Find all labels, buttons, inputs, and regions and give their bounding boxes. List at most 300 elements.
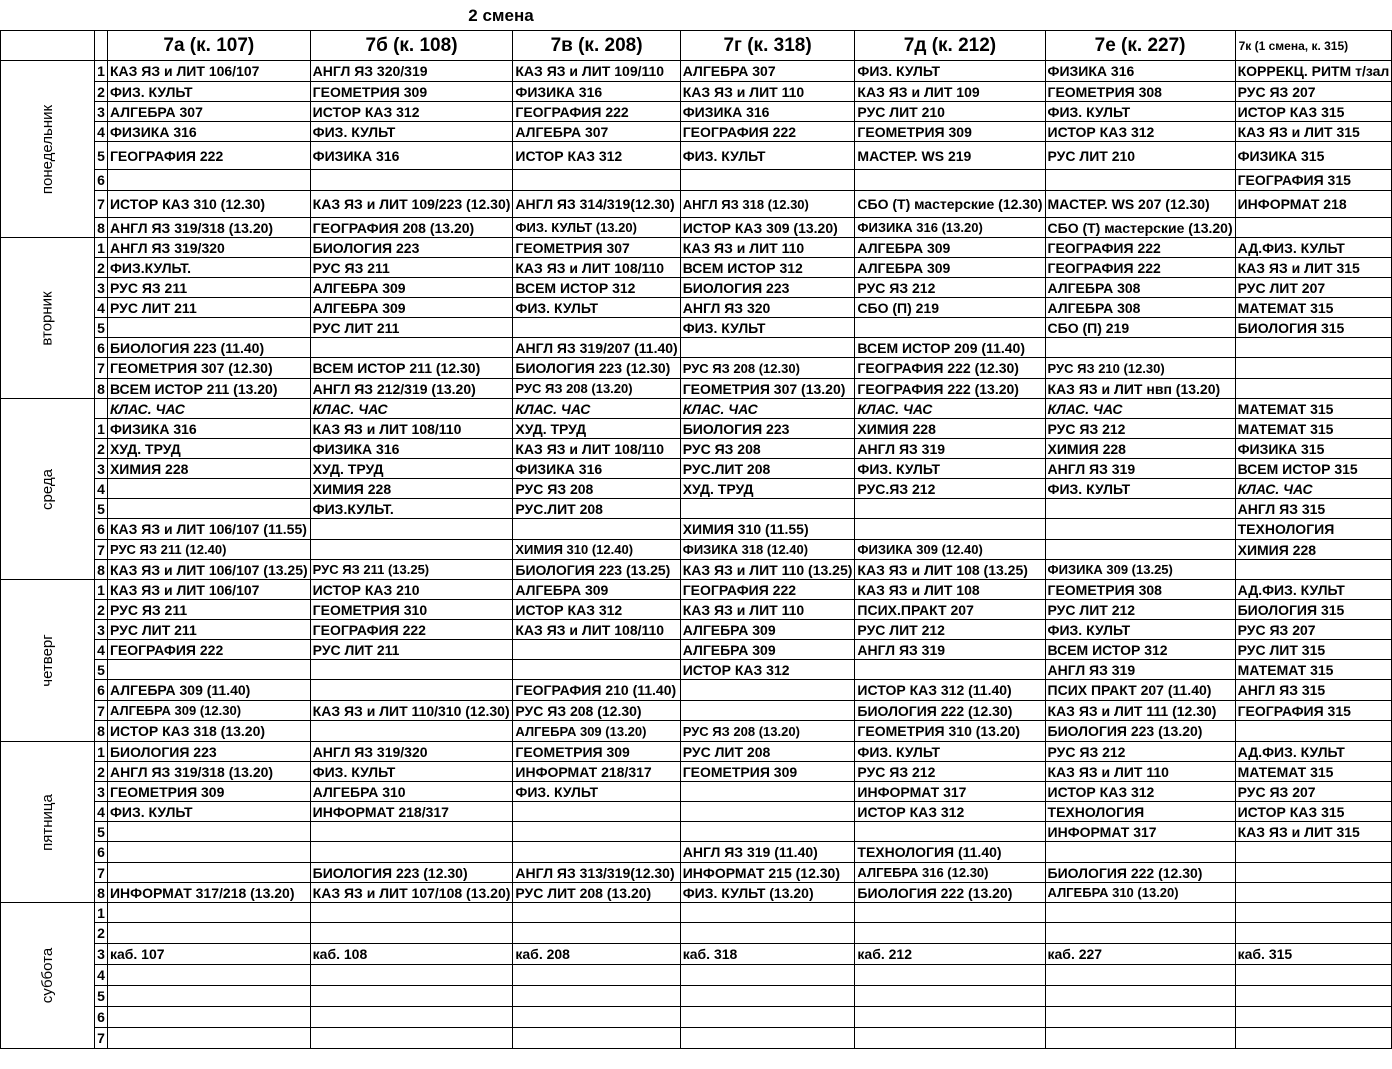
lesson-cell: АД.ФИЗ. КУЛЬТ — [1235, 580, 1392, 600]
lesson-cell — [1045, 170, 1235, 191]
lesson-cell — [310, 680, 513, 701]
schedule-row — [1, 782, 1392, 802]
lesson-cell — [310, 540, 513, 560]
lesson-cell — [107, 822, 310, 842]
lesson-number: 1 — [95, 742, 108, 762]
day-label: понедельник — [39, 104, 57, 194]
lesson-cell: ФИЗИКА 316 — [310, 439, 513, 459]
schedule-row — [1, 560, 1392, 580]
schedule-row — [1, 580, 1392, 600]
lesson-number: 2 — [95, 923, 108, 944]
lesson-cell: БИОЛОГИЯ 223 — [310, 238, 513, 258]
lesson-cell: ФИЗ. КУЛЬТ (13.20) — [513, 218, 680, 238]
lesson-cell — [855, 519, 1045, 540]
lesson-cell — [855, 318, 1045, 338]
day-label: среда — [39, 468, 57, 510]
lesson-cell: СБО (П) 219 — [1045, 318, 1235, 338]
lesson-cell: РУС ЯЗ 211 — [310, 258, 513, 278]
lesson-cell: ГЕОГРАФИЯ 222 — [107, 640, 310, 660]
lesson-cell: АНГЛ ЯЗ 319/318 (13.20) — [107, 762, 310, 782]
lesson-cell: ИСТОР КАЗ 312 — [513, 600, 680, 620]
lesson-cell: ХУД. ТРУД — [107, 439, 310, 459]
lesson-cell — [310, 660, 513, 680]
lesson-cell — [513, 170, 680, 191]
lesson-cell — [310, 519, 513, 540]
lesson-cell — [1045, 1028, 1235, 1049]
lesson-cell: РУС.ЛИТ 208 — [680, 459, 855, 479]
lesson-cell: КЛАС. ЧАС — [1045, 399, 1235, 419]
lesson-number: 1 — [95, 61, 108, 82]
lesson-cell — [1045, 842, 1235, 863]
lesson-cell: АНГЛ ЯЗ 318 (12.30) — [680, 191, 855, 218]
lesson-cell: РУС ЛИТ 210 — [855, 102, 1045, 122]
lesson-cell — [1045, 965, 1235, 986]
lesson-number: 5 — [95, 499, 108, 519]
lesson-cell: ФИЗ. КУЛЬТ — [1045, 479, 1235, 499]
lesson-cell: ВСЕМ ИСТОР 312 — [680, 258, 855, 278]
lesson-cell: ФИЗ. КУЛЬТ — [107, 802, 310, 822]
class-header: 7б (к. 108) — [310, 31, 513, 61]
schedule-row — [1, 1028, 1392, 1049]
lesson-cell: ГЕОГРАФИЯ 208 (13.20) — [310, 218, 513, 238]
corner-blank — [1, 31, 95, 61]
lesson-cell — [855, 986, 1045, 1007]
lesson-cell: АНГЛ ЯЗ 319 — [855, 439, 1045, 459]
lesson-cell: ХИМИЯ 228 — [1235, 540, 1392, 560]
lesson-cell: КАЗ ЯЗ и ЛИТ 110 — [680, 82, 855, 102]
schedule-row — [1, 122, 1392, 142]
class-header: 7д (к. 212) — [855, 31, 1045, 61]
lesson-cell — [513, 986, 680, 1007]
lesson-cell: КАЗ ЯЗ и ЛИТ 110 — [680, 238, 855, 258]
lesson-cell: РУС.ЛИТ 208 — [513, 499, 680, 519]
lesson-cell — [310, 822, 513, 842]
page-title: 2 смена — [468, 6, 534, 25]
lesson-cell: ГЕОМЕТРИЯ 309 — [310, 82, 513, 102]
lesson-cell: КАЗ ЯЗ и ЛИТ 109/110 — [513, 61, 680, 82]
lesson-cell: КАЗ ЯЗ и ЛИТ 111 (12.30) — [1045, 701, 1235, 721]
lesson-cell: ФИЗ. КУЛЬТ — [855, 742, 1045, 762]
lesson-cell: ФИЗ. КУЛЬТ — [310, 122, 513, 142]
lesson-cell — [680, 802, 855, 822]
lesson-cell — [1045, 499, 1235, 519]
lesson-cell — [513, 660, 680, 680]
lesson-cell: РУС ЛИТ 210 — [1045, 142, 1235, 170]
lesson-cell: ИСТОР КАЗ 318 (13.20) — [107, 721, 310, 742]
lesson-cell: ГЕОГРАФИЯ 222 — [680, 580, 855, 600]
lesson-cell: ГЕОМЕТРИЯ 307 (12.30) — [107, 358, 310, 379]
lesson-cell: каб. 212 — [855, 944, 1045, 965]
lesson-cell: ФИЗИКА 315 — [1235, 439, 1392, 459]
lesson-cell — [855, 903, 1045, 923]
lesson-cell: РУС ЯЗ 211 (13.25) — [310, 560, 513, 580]
lesson-cell: ИНФОРМАТ 218/317 — [513, 762, 680, 782]
lesson-cell: РУС ЛИТ 211 — [107, 298, 310, 318]
lesson-cell — [855, 923, 1045, 944]
lesson-number: 6 — [95, 842, 108, 863]
lesson-cell: БИОЛОГИЯ 223 (12.30) — [310, 863, 513, 883]
lesson-cell: АЛГЕБРА 307 — [107, 102, 310, 122]
schedule-row — [1, 102, 1392, 122]
schedule-row — [1, 944, 1392, 965]
lesson-cell: КАЗ ЯЗ и ЛИТ 315 — [1235, 822, 1392, 842]
lesson-number: 3 — [95, 944, 108, 965]
class-header: 7е (к. 227) — [1045, 31, 1235, 61]
lesson-cell: АЛГЕБРА 309 — [855, 258, 1045, 278]
lesson-number: 7 — [95, 540, 108, 560]
schedule-row — [1, 170, 1392, 191]
lesson-cell — [1045, 338, 1235, 358]
lesson-cell: ИСТОР КАЗ 312 (11.40) — [855, 680, 1045, 701]
lesson-cell: ИНФОРМАТ 317/218 (13.20) — [107, 883, 310, 903]
lesson-cell: ФИЗИКА 316 — [680, 102, 855, 122]
class-header: 7к (1 смена, к. 315) — [1235, 31, 1392, 61]
lesson-cell: ФИЗИКА 318 (12.40) — [680, 540, 855, 560]
lesson-number: 2 — [95, 600, 108, 620]
lesson-cell: ГЕОМЕТРИЯ 310 (13.20) — [855, 721, 1045, 742]
lesson-number: 4 — [95, 122, 108, 142]
lesson-cell: КАЗ ЯЗ и ЛИТ 110 — [1045, 762, 1235, 782]
lesson-cell: ГЕОГРАФИЯ 222 — [680, 122, 855, 142]
lesson-cell — [107, 318, 310, 338]
lesson-cell: ФИЗИКА 309 (12.40) — [855, 540, 1045, 560]
lesson-cell: каб. 108 — [310, 944, 513, 965]
lesson-cell: СБО (П) 219 — [855, 298, 1045, 318]
lesson-cell — [513, 802, 680, 822]
lesson-cell: ГЕОМЕТРИЯ 310 — [310, 600, 513, 620]
lesson-cell — [680, 1028, 855, 1049]
lesson-cell: АНГЛ ЯЗ 319 — [1045, 459, 1235, 479]
lesson-cell: ВСЕМ ИСТОР 315 — [1235, 459, 1392, 479]
lesson-number: 3 — [95, 278, 108, 298]
lesson-cell: ИСТОР КАЗ 312 — [310, 102, 513, 122]
lesson-cell: ХИМИЯ 310 (11.55) — [680, 519, 855, 540]
lesson-cell — [310, 903, 513, 923]
lesson-number: 7 — [95, 863, 108, 883]
schedule-row — [1, 660, 1392, 680]
lesson-cell: РУС ЛИТ 315 — [1235, 640, 1392, 660]
lesson-cell: АЛГЕБРА 307 — [513, 122, 680, 142]
lesson-number: 4 — [95, 298, 108, 318]
lesson-cell: ХИМИЯ 228 — [310, 479, 513, 499]
lesson-cell: РУС ЯЗ 207 — [1235, 782, 1392, 802]
lesson-cell: ХУД. ТРУД — [680, 479, 855, 499]
lesson-cell: ФИЗ. КУЛЬТ — [855, 459, 1045, 479]
schedule-row — [1, 142, 1392, 170]
schedule-row — [1, 499, 1392, 519]
lesson-number: 4 — [95, 802, 108, 822]
lesson-cell: АЛГЕБРА 309 (11.40) — [107, 680, 310, 701]
lesson-cell: ФИЗ. КУЛЬТ — [855, 61, 1045, 82]
lesson-cell: БИОЛОГИЯ 223 — [680, 278, 855, 298]
lesson-cell: ХИМИЯ 310 (12.40) — [513, 540, 680, 560]
lesson-cell: БИОЛОГИЯ 222 (12.30) — [855, 701, 1045, 721]
lesson-number: 6 — [95, 519, 108, 540]
lesson-cell — [107, 1028, 310, 1049]
schedule-row — [1, 742, 1392, 762]
lesson-cell: ХУД. ТРУД — [513, 419, 680, 439]
lesson-cell: БИОЛОГИЯ 223 — [680, 419, 855, 439]
lesson-cell: МАСТЕР. WS 219 — [855, 142, 1045, 170]
lesson-cell: КАЗ ЯЗ и ЛИТ 108/110 — [310, 419, 513, 439]
lesson-cell: ГЕОМЕТРИЯ 307 (13.20) — [680, 379, 855, 399]
lesson-cell — [1045, 923, 1235, 944]
lesson-cell — [107, 986, 310, 1007]
lesson-cell — [310, 923, 513, 944]
lesson-cell — [513, 965, 680, 986]
lesson-cell: ИСТОР КАЗ 312 — [855, 802, 1045, 822]
lesson-cell: АЛГЕБРА 310 (13.20) — [1045, 883, 1235, 903]
lesson-cell: АЛГЕБРА 309 — [680, 620, 855, 640]
lesson-cell: РУС ЯЗ 211 — [107, 600, 310, 620]
lesson-cell: АЛГЕБРА 308 — [1045, 298, 1235, 318]
lesson-cell: МАТЕМАТ 315 — [1235, 298, 1392, 318]
lesson-cell — [107, 660, 310, 680]
lesson-cell: АД.ФИЗ. КУЛЬТ — [1235, 742, 1392, 762]
lesson-cell: АЛГЕБРА 308 — [1045, 278, 1235, 298]
lesson-cell — [680, 680, 855, 701]
lesson-cell: КАЗ ЯЗ и ЛИТ 109/223 (12.30) — [310, 191, 513, 218]
lesson-cell: КАЗ ЯЗ и ЛИТ 108/110 — [513, 620, 680, 640]
lesson-cell: РУС ЛИТ 212 — [1045, 600, 1235, 620]
lesson-cell: КЛАС. ЧАС — [1235, 479, 1392, 499]
lesson-number: 4 — [95, 965, 108, 986]
schedule-table — [0, 30, 1392, 1049]
lesson-cell: ИСТОР КАЗ 312 — [1045, 782, 1235, 802]
lesson-cell: РУС ЯЗ 208 (12.30) — [680, 358, 855, 379]
lesson-cell — [1235, 986, 1392, 1007]
lesson-cell: МАТЕМАТ 315 — [1235, 399, 1392, 419]
lesson-cell: КЛАС. ЧАС — [513, 399, 680, 419]
lesson-number: 5 — [95, 142, 108, 170]
lesson-cell: РУС ЯЗ 211 (12.40) — [107, 540, 310, 560]
lesson-cell: АНГЛ ЯЗ 319/318 (13.20) — [107, 218, 310, 238]
day-label: суббота — [39, 947, 57, 1004]
lesson-cell: ТЕХНОЛОГИЯ — [1045, 802, 1235, 822]
lesson-cell — [310, 965, 513, 986]
lesson-cell: БИОЛОГИЯ 222 (12.30) — [1045, 863, 1235, 883]
schedule-row — [1, 701, 1392, 721]
lesson-number: 2 — [95, 439, 108, 459]
lesson-number: 2 — [95, 762, 108, 782]
lesson-cell: РУС.ЯЗ 212 — [855, 479, 1045, 499]
lesson-cell: ПСИХ.ПРАКТ 207 — [855, 600, 1045, 620]
lesson-number: 8 — [95, 560, 108, 580]
lesson-number: 6 — [95, 680, 108, 701]
schedule-row — [1, 863, 1392, 883]
lesson-cell: АЛГЕБРА 309 — [513, 580, 680, 600]
lesson-cell: каб. 208 — [513, 944, 680, 965]
lesson-cell: КАЗ ЯЗ и ЛИТ 315 — [1235, 258, 1392, 278]
lesson-cell: РУС ЯЗ 207 — [1235, 620, 1392, 640]
class-header: 7в (к. 208) — [513, 31, 680, 61]
lesson-cell — [1045, 519, 1235, 540]
schedule-row — [1, 258, 1392, 278]
day-label-cell — [1, 61, 95, 238]
class-header: 7г (к. 318) — [680, 31, 855, 61]
lesson-cell: ФИЗИКА 316 — [107, 419, 310, 439]
lesson-cell: ФИЗ. КУЛЬТ — [680, 318, 855, 338]
lesson-cell: каб. 318 — [680, 944, 855, 965]
schedule-row — [1, 278, 1392, 298]
lesson-cell — [310, 1007, 513, 1028]
lesson-cell: ФИЗ. КУЛЬТ — [1045, 102, 1235, 122]
lesson-number: 8 — [95, 721, 108, 742]
lesson-cell: РУС ЯЗ 208 (13.20) — [680, 721, 855, 742]
lesson-number: 3 — [95, 459, 108, 479]
schedule-row — [1, 82, 1392, 102]
lesson-cell: КАЗ ЯЗ и ЛИТ 108 — [855, 580, 1045, 600]
schedule-row — [1, 822, 1392, 842]
lesson-cell — [680, 701, 855, 721]
schedule-row — [1, 358, 1392, 379]
lesson-cell: СБО (Т) мастерские (13.20) — [1045, 218, 1235, 238]
day-label-cell — [1, 580, 95, 742]
lesson-cell: ИСТОР КАЗ 210 — [310, 580, 513, 600]
schedule-row — [1, 1007, 1392, 1028]
schedule-row — [1, 298, 1392, 318]
lesson-number: 2 — [95, 258, 108, 278]
lesson-number: 5 — [95, 318, 108, 338]
lesson-cell: ИСТОР КАЗ 312 — [1045, 122, 1235, 142]
lesson-cell: АЛГЕБРА 309 (12.30) — [107, 701, 310, 721]
lesson-cell: ВСЕМ ИСТОР 211 (13.20) — [107, 379, 310, 399]
lesson-cell: АЛГЕБРА 307 — [680, 61, 855, 82]
lesson-cell: ФИЗИКА 309 (13.25) — [1045, 560, 1235, 580]
lesson-cell: МАТЕМАТ 315 — [1235, 660, 1392, 680]
schedule-row — [1, 191, 1392, 218]
lesson-cell: ФИЗИКА 315 — [1235, 142, 1392, 170]
lesson-number: 1 — [95, 238, 108, 258]
lesson-cell — [1045, 986, 1235, 1007]
lesson-cell: РУС ЯЗ 207 — [1235, 82, 1392, 102]
lesson-cell — [680, 965, 855, 986]
lesson-cell: ГЕОГРАФИЯ 210 (11.40) — [513, 680, 680, 701]
lesson-cell: ИСТОР КАЗ 312 — [513, 142, 680, 170]
lesson-cell: ИНФОРМАТ 215 (12.30) — [680, 863, 855, 883]
lesson-cell: ГЕОГРАФИЯ 315 — [1235, 701, 1392, 721]
lesson-cell: ФИЗ.КУЛЬТ. — [107, 258, 310, 278]
class-header: 7а (к. 107) — [107, 31, 310, 61]
lesson-cell: БИОЛОГИЯ 223 (13.25) — [513, 560, 680, 580]
lesson-number: 6 — [95, 170, 108, 191]
lesson-cell: БИОЛОГИЯ 223 (13.20) — [1045, 721, 1235, 742]
lesson-cell: АНГЛ ЯЗ 319 (11.40) — [680, 842, 855, 863]
lesson-cell: ИСТОР КАЗ 315 — [1235, 802, 1392, 822]
lesson-cell — [1235, 883, 1392, 903]
schedule-row — [1, 238, 1392, 258]
lesson-cell — [1235, 965, 1392, 986]
schedule-row — [1, 762, 1392, 782]
lesson-cell: ХИМИЯ 228 — [1045, 439, 1235, 459]
lesson-cell: АЛГЕБРА 309 (13.20) — [513, 721, 680, 742]
schedule-row — [1, 986, 1392, 1007]
day-label: вторник — [39, 290, 57, 346]
lesson-cell: БИОЛОГИЯ 315 — [1235, 600, 1392, 620]
lesson-cell: ГЕОГРАФИЯ 315 — [1235, 170, 1392, 191]
lesson-cell: ИСТОР КАЗ 312 — [680, 660, 855, 680]
lesson-cell: КАЗ ЯЗ и ЛИТ 110 — [680, 600, 855, 620]
lesson-cell: КАЗ ЯЗ и ЛИТ 106/107 — [107, 61, 310, 82]
lesson-cell — [680, 782, 855, 802]
lesson-cell: ИНФОРМАТ 317 — [1045, 822, 1235, 842]
lesson-cell — [310, 721, 513, 742]
lesson-cell — [107, 863, 310, 883]
lesson-cell: РУС ЯЗ 208 (13.20) — [513, 379, 680, 399]
lesson-cell: РУС ЯЗ 208 — [680, 439, 855, 459]
lesson-cell: АНГЛ ЯЗ 313/319(12.30) — [513, 863, 680, 883]
lesson-cell: ИНФОРМАТ 317 — [855, 782, 1045, 802]
lesson-number: 1 — [95, 903, 108, 923]
lesson-cell: КАЗ ЯЗ и ЛИТ 108/110 — [513, 439, 680, 459]
lesson-cell: ИНФОРМАТ 218/317 — [310, 802, 513, 822]
lesson-cell: РУС ЯЗ 212 — [855, 762, 1045, 782]
lesson-number: 8 — [95, 379, 108, 399]
lesson-cell: ХУД. ТРУД — [310, 459, 513, 479]
lesson-cell: РУС ЛИТ 212 — [855, 620, 1045, 640]
corner-num — [95, 31, 108, 61]
lesson-cell: ФИЗ. КУЛЬТ — [513, 298, 680, 318]
lesson-cell — [1235, 338, 1392, 358]
lesson-cell: КЛАС. ЧАС — [310, 399, 513, 419]
lesson-number: 8 — [95, 883, 108, 903]
lesson-cell: РУС ЯЗ 210 (12.30) — [1045, 358, 1235, 379]
lesson-cell: КАЗ ЯЗ и ЛИТ 110/310 (12.30) — [310, 701, 513, 721]
lesson-cell: каб. 227 — [1045, 944, 1235, 965]
lesson-cell — [513, 923, 680, 944]
lesson-cell — [107, 923, 310, 944]
lesson-cell: ГЕОМЕТРИЯ 309 — [107, 782, 310, 802]
day-label-cell — [1, 903, 95, 1049]
lesson-cell — [855, 499, 1045, 519]
lesson-cell — [107, 842, 310, 863]
lesson-cell: ФИЗ. КУЛЬТ — [1045, 620, 1235, 640]
lesson-cell — [513, 640, 680, 660]
lesson-cell: МАТЕМАТ 315 — [1235, 419, 1392, 439]
lesson-cell: КАЗ ЯЗ и ЛИТ 106/107 (11.55) — [107, 519, 310, 540]
lesson-cell — [310, 842, 513, 863]
lesson-cell: РУС ЛИТ 211 — [310, 318, 513, 338]
lesson-cell — [855, 1007, 1045, 1028]
lesson-cell — [107, 499, 310, 519]
schedule-row — [1, 439, 1392, 459]
lesson-cell: БИОЛОГИЯ 223 (11.40) — [107, 338, 310, 358]
lesson-cell: ФИЗИКА 316 — [310, 142, 513, 170]
lesson-cell: ГЕОГРАФИЯ 222 — [1045, 258, 1235, 278]
lesson-cell: РУС ЯЗ 211 — [107, 278, 310, 298]
lesson-cell: РУС ЛИТ 208 (13.20) — [513, 883, 680, 903]
schedule-row — [1, 883, 1392, 903]
lesson-cell: АНГЛ ЯЗ 320/319 — [310, 61, 513, 82]
lesson-cell — [1235, 218, 1392, 238]
day-label-cell — [1, 238, 95, 399]
lesson-cell — [1235, 1028, 1392, 1049]
lesson-cell: ГЕОМЕТРИЯ 309 — [513, 742, 680, 762]
lesson-cell: РУС ЛИТ 211 — [310, 640, 513, 660]
lesson-cell — [855, 1028, 1045, 1049]
lesson-cell: РУС ЛИТ 211 — [107, 620, 310, 640]
lesson-number: 3 — [95, 102, 108, 122]
schedule-row — [1, 721, 1392, 742]
lesson-cell — [680, 170, 855, 191]
lesson-cell: ФИЗ. КУЛЬТ — [310, 762, 513, 782]
lesson-number: 5 — [95, 986, 108, 1007]
lesson-cell: КАЗ ЯЗ и ЛИТ 109 — [855, 82, 1045, 102]
lesson-cell: КАЗ ЯЗ и ЛИТ нвп (13.20) — [1045, 379, 1235, 399]
lesson-number: 7 — [95, 701, 108, 721]
schedule-row — [1, 379, 1392, 399]
lesson-cell: РУС ЛИТ 207 — [1235, 278, 1392, 298]
